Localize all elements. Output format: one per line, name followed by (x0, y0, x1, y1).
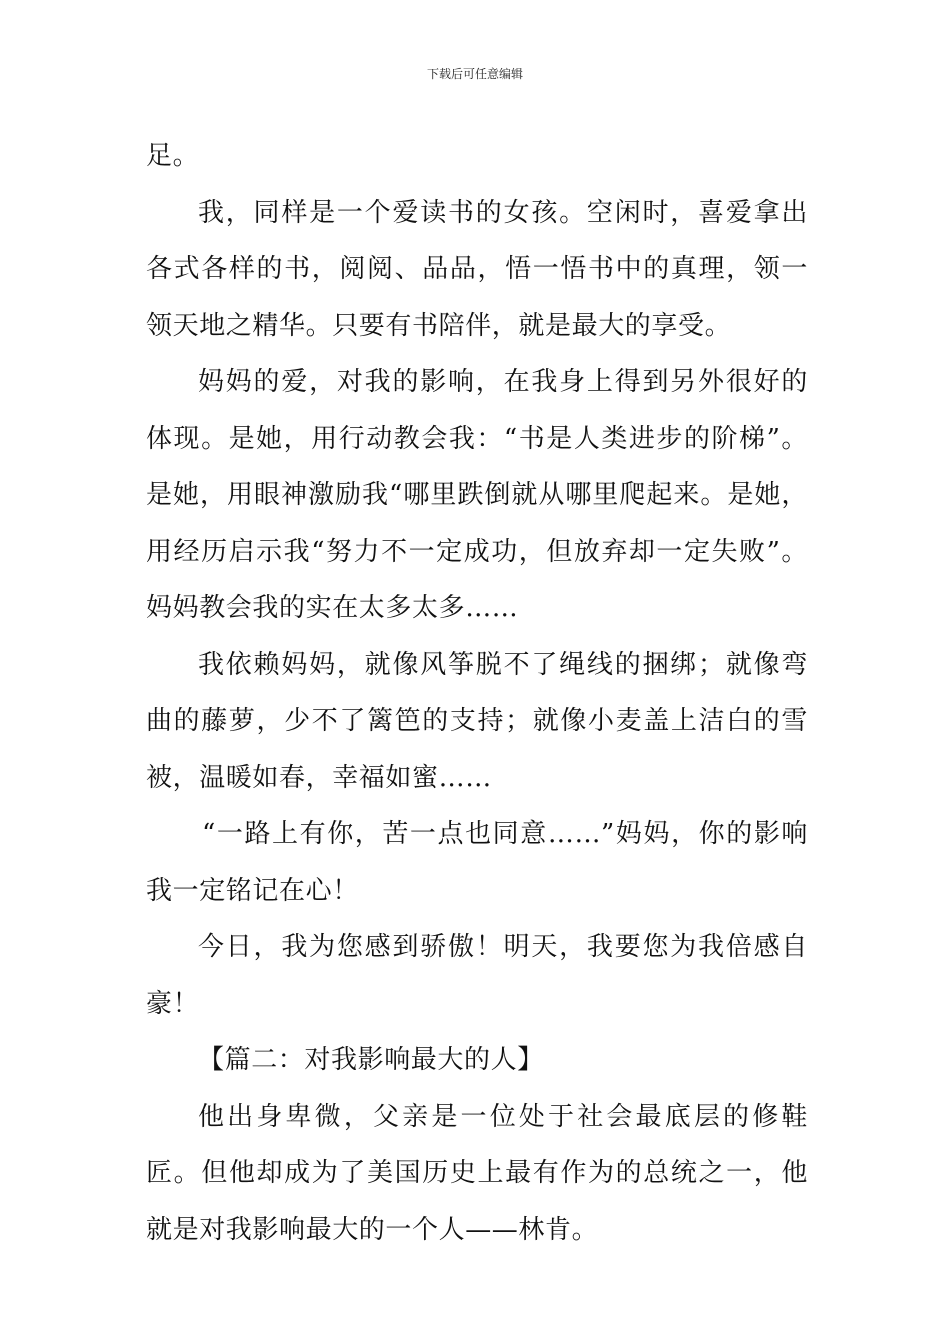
paragraph-lincoln: 他出身卑微，父亲是一位处于社会最底层的修鞋匠。但他却成为了美国历史上最有作为的总统之一，他就是对我影响最大的一个人——林肯。 (146, 1101, 808, 1245)
paragraph-continuation: 足。 (146, 141, 200, 171)
page-header: 下载后可任意编辑 (426, 67, 523, 81)
paragraph-reading-girl: 我，同样是一个爱读书的女孩。空闲时，喜爱拿出各式各样的书，阅阅、品品，悟一悟书中的真理，领一领天地之精华。只要有书陪伴，就是最大的享受。 (146, 197, 808, 341)
paragraph-mothers-influence: 妈妈的爱，对我的影响，在我身上得到另外很好的体现。是她，用行动教会我：“书是人类进步的阶梯”。是她，用眼神激励我“哪里跌倒就从哪里爬起来。是她，用经历启示我“努力不一定成功，但放弃却一定失败”。妈妈教会我的实在太多太多…… (146, 367, 808, 623)
paragraph-pride: 今日，我为您感到骄傲！明天，我要您为我倍感自豪！ (146, 932, 808, 1019)
section-heading: 【篇二：对我影响最大的人】 (198, 1045, 544, 1075)
paragraph-quote: “一路上有你，苦一点也同意……”妈妈，你的影响我一定铭记在心！ (146, 819, 808, 906)
document-body (146, 128, 808, 1258)
paragraph-dependence: 我依赖妈妈，就像风筝脱不了绳线的捆绑；就像弯曲的藤萝，少不了篱笆的支持；就像小麦盖上洁白的雪被，温暖如春，幸福如蜜…… (146, 649, 808, 793)
